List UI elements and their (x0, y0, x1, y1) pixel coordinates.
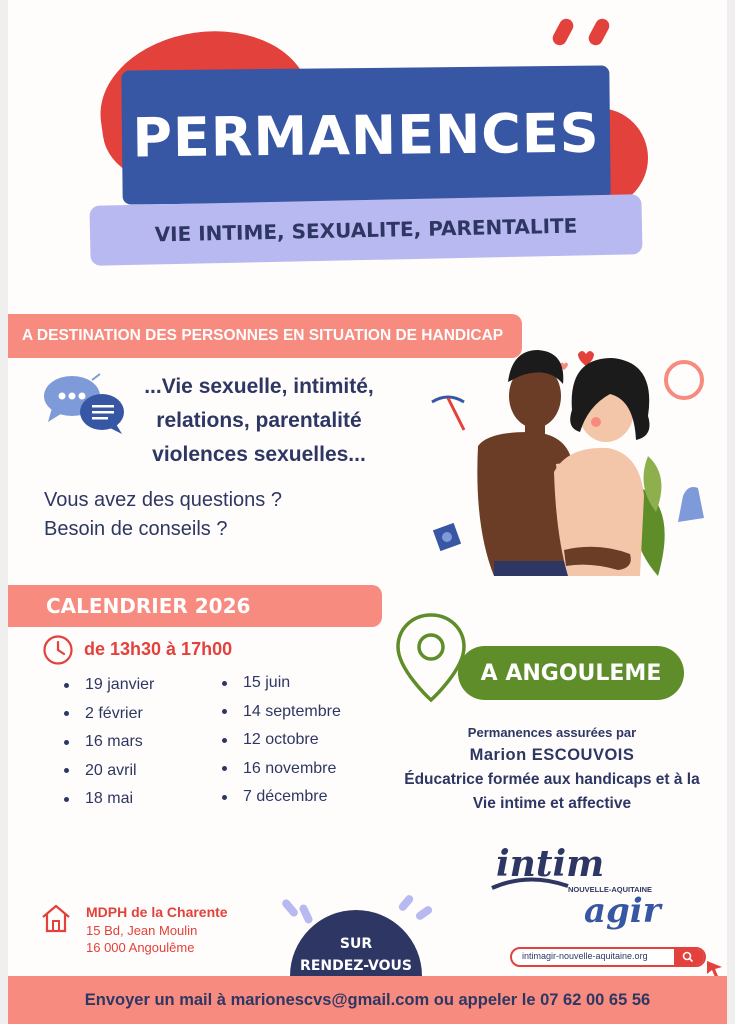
website-search-bar[interactable] (510, 947, 706, 967)
decoration-stroke (414, 905, 433, 922)
page-subtitle: VIE INTIME, SEXUALITE, PARENTALITE (154, 213, 578, 247)
house-icon (40, 902, 72, 934)
logo-word-intim: intim (496, 843, 605, 885)
date-item: 7 décembre (222, 783, 341, 812)
decoration-stroke (281, 898, 300, 918)
quote-mark-decoration (586, 16, 612, 47)
decoration-stroke (397, 894, 415, 913)
intim-agir-logo (488, 842, 688, 932)
address-name: MDPH de la Charente (86, 904, 228, 920)
title-banner (121, 65, 610, 204)
quote-mark-decoration (550, 16, 576, 47)
page-title: PERMANENCES (132, 101, 600, 169)
staff-role: Éducatrice formée aux handicaps et à la (404, 771, 700, 788)
topics-list (134, 370, 384, 472)
decoration-stroke (298, 903, 314, 925)
dates-column-1 (64, 671, 154, 814)
topic-line: violences sexuelles... (152, 443, 366, 466)
staff-role: Vie intime et affective (472, 795, 632, 812)
logo-word-agir: agir (584, 891, 661, 931)
city-badge (458, 646, 684, 700)
dates-column-2 (222, 669, 341, 812)
appointment-line: SUR (339, 936, 373, 952)
question-line: Vous avez des questions ? (44, 489, 282, 511)
flyer-page (8, 0, 727, 1024)
opening-hours: de 13h30 à 17h00 (84, 639, 233, 659)
search-button[interactable] (674, 949, 704, 965)
topic-line: relations, parentalité (156, 409, 362, 432)
clock-icon (42, 634, 74, 666)
date-item: 18 mai (64, 785, 154, 814)
date-item: 12 octobre (222, 726, 341, 755)
chat-bubbles-icon (42, 372, 126, 438)
date-item: 20 avril (64, 757, 154, 786)
staff-intro: Permanences assurées par (467, 725, 637, 740)
topic-line: ...Vie sexuelle, intimité, (144, 375, 374, 398)
staff-info (378, 724, 726, 816)
address-street: 15 Bd, Jean Moulin (86, 923, 198, 938)
couple-illustration (408, 336, 718, 586)
questions-text (44, 486, 282, 544)
location-pin-icon (394, 612, 468, 704)
address-city: 16 000 Angoulême (86, 940, 195, 955)
search-icon (674, 949, 704, 965)
date-item: 16 novembre (222, 755, 341, 784)
logo-region: NOUVELLE-AQUITAINE (568, 885, 653, 894)
date-item: 14 septembre (222, 698, 341, 727)
contact-text: Envoyer un mail à marionescvs@gmail.com ou appeler le 07 62 00 65 56 (84, 990, 651, 1009)
city-name: A ANGOULEME (480, 660, 662, 686)
staff-name: Marion ESCOUVOIS (469, 746, 635, 764)
calendar-banner (8, 585, 382, 627)
subtitle-banner (89, 194, 642, 266)
question-line: Besoin de conseils ? (44, 518, 228, 540)
appointment-line: RENDEZ-VOUS (300, 958, 412, 974)
contact-footer (8, 976, 727, 1024)
audience-text: A DESTINATION DES PERSONNES EN SITUATION DE HANDICAP (22, 327, 504, 344)
date-item: 19 janvier (64, 671, 154, 700)
date-item: 15 juin (222, 669, 341, 698)
calendar-title: CALENDRIER 2026 (46, 594, 251, 618)
date-item: 2 février (64, 700, 154, 729)
website-url[interactable]: intimagir-nouvelle-aquitaine.org (522, 951, 648, 961)
date-item: 16 mars (64, 728, 154, 757)
